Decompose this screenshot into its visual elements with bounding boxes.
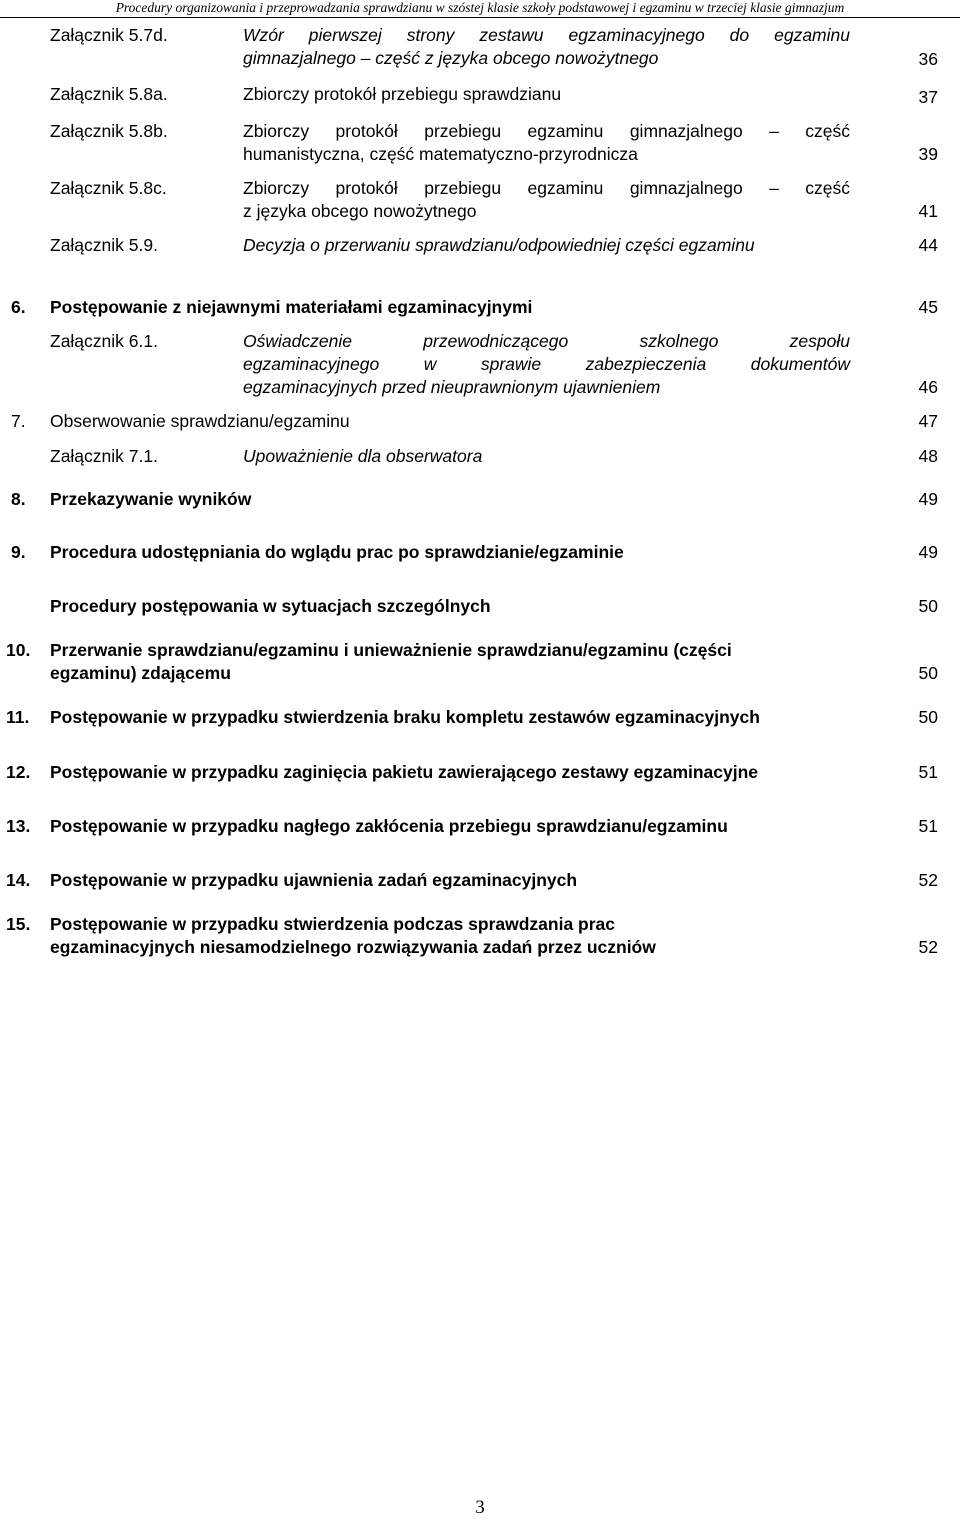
page-ref: 37 [918,87,938,107]
annex-title: Decyzja o przerwaniu sprawdzianu/odpowiedniej części egzaminu [243,235,755,255]
section-title: Postępowanie w przypadku ujawnienia zadań egzaminacyjnych [50,870,578,890]
page-ref: 51 [918,762,938,782]
annex-title: Zbiorczy protokół przebiegu egzaminu gimnazjalnego – część [243,178,850,198]
page-ref: 41 [918,201,938,221]
section-number: 11. [6,707,30,727]
section-title: Procedura udostępniania do wglądu prac po sprawdzianie/egzaminie [50,542,624,562]
annex-title: humanistyczna, część matematyczno-przyrodnicza [243,144,638,164]
annex-title: egzaminacyjnego w sprawie zabezpieczenia dokumentów [243,354,850,374]
section-number: 9. [11,542,26,562]
section-number: 12. [6,762,31,782]
page-ref: 49 [918,489,938,509]
section-title: Postępowanie w przypadku nagłego zakłócenia przebiegu sprawdzianu/egzaminu [50,816,728,836]
annex-title: z języka obcego nowożytnego [243,201,477,221]
running-header: Procedury organizowania i przeprowadzania sprawdzianu w szóstej klasie szkoły podstawowej i egzaminu w trzeciej klasie gimnazjum [0,0,960,18]
section-number: 6. [11,297,26,317]
annex-title: Zbiorczy protokół przebiegu sprawdzianu [243,84,562,104]
annex-label: Załącznik 6.1. [50,331,158,351]
section-number: 13. [6,816,31,836]
annex-title: Zbiorczy protokół przebiegu egzaminu gimnazjalnego – część [243,121,850,141]
section-title: egzaminu) zdającemu [50,663,231,683]
page-ref: 50 [918,707,938,727]
annex-label: Załącznik 5.8c. [50,178,167,198]
section-title: Procedury postępowania w sytuacjach szczególnych [50,596,491,616]
annex-title: egzaminacyjnych przed nieuprawnionym ujawnieniem [243,377,661,397]
section-title: Postępowanie w przypadku stwierdzenia braku kompletu zestawów egzaminacyjnych [50,707,760,727]
annex-label: Załącznik 5.8a. [50,84,168,104]
annex-label: Załącznik 7.1. [50,446,158,466]
annex-label: Załącznik 5.9. [50,235,158,255]
page-ref: 51 [918,816,938,836]
page-ref: 44 [918,235,938,255]
page-ref: 45 [918,297,938,317]
annex-title: gimnazjalnego – część z języka obcego nowożytnego [243,48,659,68]
annex-title: Oświadczenie przewodniczącego szkolnego zespołu [243,331,850,351]
page-number: 3 [475,1497,485,1518]
page-ref: 47 [918,411,938,431]
annex-title: Upoważnienie dla obserwatora [243,446,483,466]
section-number: 7. [11,411,26,431]
section-number: 15. [6,914,31,934]
annex-title: Wzór pierwszej strony zestawu egzaminacyjnego do egzaminu [243,25,850,45]
section-title: Przekazywanie wyników [50,489,252,509]
page-ref: 49 [918,542,938,562]
page-ref: 46 [918,377,938,397]
section-title: Postępowanie w przypadku stwierdzenia podczas sprawdzania prac [50,914,616,934]
page-ref: 52 [918,870,938,890]
page-ref: 36 [918,49,938,69]
page-ref: 48 [918,446,938,466]
page-ref: 50 [918,663,938,683]
page-ref: 50 [918,596,938,616]
section-title: Przerwanie sprawdzianu/egzaminu i unieważnienie sprawdzianu/egzaminu (części [50,640,732,660]
annex-label: Załącznik 5.8b. [50,121,168,141]
section-title: Obserwowanie sprawdzianu/egzaminu [50,411,350,431]
page-ref: 39 [918,144,938,164]
section-title: Postępowanie z niejawnymi materiałami egzaminacyjnymi [50,297,533,317]
section-title: egzaminacyjnych niesamodzielnego rozwiązywania zadań przez uczniów [50,937,656,957]
section-title: Postępowanie w przypadku zaginięcia pakietu zawierającego zestawy egzaminacyjne [50,762,759,782]
annex-label: Załącznik 5.7d. [50,25,168,45]
section-number: 10. [6,640,31,660]
section-number: 14. [6,870,31,890]
page-ref: 52 [918,937,938,957]
section-number: 8. [11,489,26,509]
